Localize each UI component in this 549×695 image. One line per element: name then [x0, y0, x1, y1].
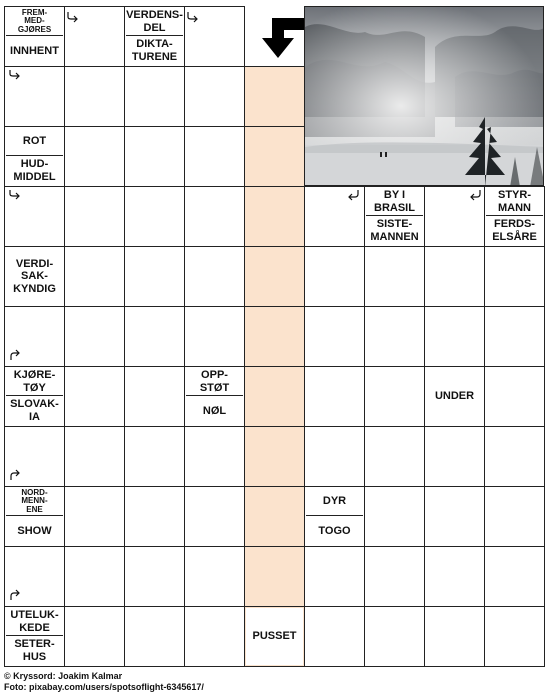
answer-cell[interactable] [304, 246, 365, 307]
clue-kjoretoy: KJØRE- TØY [6, 368, 63, 396]
solution-cell[interactable] [244, 126, 305, 187]
clue-verdisakkyndig: VERDI- SAK- KYNDIG [6, 248, 63, 305]
clue-utelukkede: UTELUK- KEDE [6, 608, 63, 636]
clue-cell [184, 366, 245, 427]
answer-cell[interactable] [184, 246, 245, 307]
answer-cell[interactable] [424, 306, 485, 367]
solution-cell[interactable] [244, 66, 305, 127]
solution-cell[interactable] [244, 486, 305, 547]
answer-cell[interactable] [184, 606, 245, 667]
clue-cell [4, 606, 65, 667]
clue-cell [4, 366, 65, 427]
answer-cell[interactable] [424, 486, 485, 547]
clue-togo: TOGO [306, 517, 363, 545]
direction-arrow-icon [8, 468, 22, 482]
clue-nordmennene: NORD- MENN- ENE [6, 488, 63, 516]
direction-arrow-icon [468, 188, 482, 202]
clue-diktaturene: DIKTA- TURENE [126, 37, 183, 65]
clue-cell [304, 486, 365, 547]
direction-arrow-icon [8, 68, 22, 82]
answer-cell[interactable] [484, 546, 545, 607]
answer-cell[interactable] [484, 366, 545, 427]
answer-cell[interactable] [64, 306, 125, 367]
answer-cell[interactable] [184, 306, 245, 367]
clue-cell [4, 6, 65, 67]
direction-arrow-icon [66, 10, 80, 24]
answer-cell[interactable] [484, 246, 545, 307]
answer-cell[interactable] [184, 66, 245, 127]
answer-cell[interactable] [124, 126, 185, 187]
solution-cell[interactable] [244, 366, 305, 427]
answer-cell[interactable] [364, 546, 425, 607]
answer-cell[interactable] [184, 186, 245, 247]
answer-cell[interactable] [124, 546, 185, 607]
answer-cell[interactable] [64, 246, 125, 307]
answer-cell[interactable] [184, 546, 245, 607]
misty-landscape-image [305, 7, 544, 186]
direction-arrow-icon [346, 188, 360, 202]
answer-cell[interactable] [124, 486, 185, 547]
clue-ferdselsare: FERDS- ELSÅRE [486, 217, 543, 245]
clue-hudmiddel: HUD- MIDDEL [6, 157, 63, 185]
clue-cell [244, 606, 305, 667]
answer-cell[interactable] [304, 606, 365, 667]
clue-cell [4, 126, 65, 187]
clue-styrmann: STYR- MANN [486, 188, 543, 216]
clue-under: UNDER [426, 368, 483, 425]
direction-arrow-icon [8, 188, 22, 202]
answer-cell[interactable] [304, 546, 365, 607]
solution-cell[interactable] [244, 306, 305, 367]
answer-cell[interactable] [304, 426, 365, 487]
answer-cell[interactable] [484, 606, 545, 667]
clue-cell [364, 186, 425, 247]
clue-oppstot: OPP- STØT [186, 368, 243, 396]
clue-seterhus: SETER- HUS [6, 637, 63, 665]
clue-slovakia: SLOVAK- IA [6, 397, 63, 425]
credits [4, 671, 204, 693]
direction-arrow-icon [8, 588, 22, 602]
answer-cell[interactable] [64, 606, 125, 667]
answer-cell[interactable] [364, 486, 425, 547]
clue-pusset: PUSSET [246, 608, 303, 665]
answer-cell[interactable] [64, 66, 125, 127]
answer-cell[interactable] [364, 606, 425, 667]
clue-by_i_brasil: BY I BRASIL [366, 188, 423, 216]
answer-cell[interactable] [124, 366, 185, 427]
answer-cell[interactable] [124, 606, 185, 667]
answer-cell[interactable] [484, 486, 545, 547]
solution-cell[interactable] [244, 186, 305, 247]
puzzle-photo [304, 6, 544, 186]
corner-arrow-icon [250, 14, 304, 58]
answer-cell[interactable] [64, 426, 125, 487]
clue-nol: NØL [186, 397, 243, 425]
solution-cell[interactable] [244, 546, 305, 607]
answer-cell[interactable] [124, 306, 185, 367]
answer-cell[interactable] [424, 246, 485, 307]
answer-cell[interactable] [424, 426, 485, 487]
clue-verdensdel: VERDENS- DEL [126, 8, 183, 36]
answer-cell[interactable] [364, 366, 425, 427]
answer-cell[interactable] [124, 66, 185, 127]
answer-cell[interactable] [364, 306, 425, 367]
clue-cell [4, 246, 65, 307]
solution-cell[interactable] [244, 246, 305, 307]
answer-cell[interactable] [184, 126, 245, 187]
answer-cell[interactable] [64, 186, 125, 247]
answer-cell[interactable] [364, 246, 425, 307]
answer-cell[interactable] [124, 246, 185, 307]
clue-cell [124, 6, 185, 67]
answer-cell[interactable] [64, 546, 125, 607]
clue-innhent: INNHENT [6, 37, 63, 65]
answer-cell[interactable] [424, 546, 485, 607]
answer-cell[interactable] [64, 126, 125, 187]
clue-dyr: DYR [306, 488, 363, 516]
clue-cell [484, 186, 545, 247]
clue-fremmedgjores: FREM- MED- GJØRES [6, 8, 63, 36]
credits-photo: Foto: pixabay.com/users/spotsoflight-6345617/ [4, 682, 204, 692]
answer-cell[interactable] [304, 306, 365, 367]
answer-cell[interactable] [304, 366, 365, 427]
answer-cell[interactable] [184, 426, 245, 487]
answer-cell[interactable] [484, 426, 545, 487]
credits-puzzle: © Kryssord: Joakim Kalmar [4, 671, 123, 681]
clue-show: SHOW [6, 517, 63, 545]
answer-cell[interactable] [184, 486, 245, 547]
clue-cell [424, 366, 485, 427]
answer-cell[interactable] [364, 426, 425, 487]
answer-cell[interactable] [124, 186, 185, 247]
answer-cell[interactable] [64, 366, 125, 427]
answer-cell[interactable] [124, 426, 185, 487]
clue-sistemannen: SISTE- MANNEN [366, 217, 423, 245]
answer-cell[interactable] [64, 486, 125, 547]
answer-cell[interactable] [484, 306, 545, 367]
answer-cell[interactable] [424, 606, 485, 667]
direction-arrow-icon [8, 348, 22, 362]
clue-cell [4, 486, 65, 547]
direction-arrow-icon [186, 10, 200, 24]
clue-rot: ROT [6, 128, 63, 156]
solution-cell[interactable] [244, 426, 305, 487]
